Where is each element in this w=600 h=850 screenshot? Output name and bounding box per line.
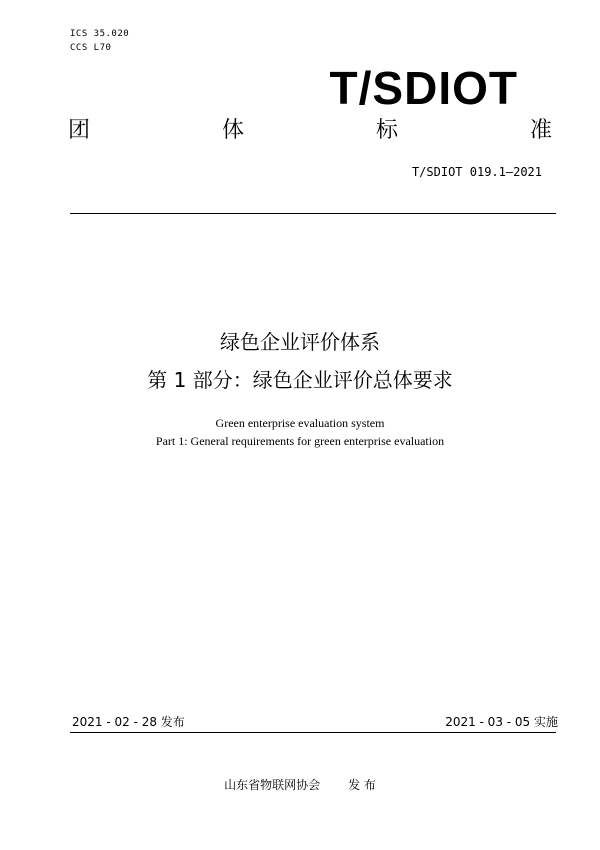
footer-divider: [70, 732, 556, 733]
standard-type-char: 标: [375, 118, 398, 143]
title-en-line2: Part 1: General requirements for green enterprise evaluation: [155, 434, 445, 448]
title-en-line1: Green enterprise evaluation system: [215, 416, 385, 430]
implement-date: 2021 - 03 - 05 实施: [445, 715, 558, 729]
issuer-line: [0, 777, 600, 793]
issue-word: 发 布: [348, 778, 376, 792]
standard-type-char: 团: [68, 118, 91, 143]
publish-date: 2021 - 02 - 28 发布: [72, 715, 185, 729]
header-divider: [70, 213, 556, 214]
standard-logo: T/SDIOT: [329, 62, 518, 114]
standard-type-char: 准: [529, 118, 552, 143]
issuer-name: 山东省物联网协会: [224, 778, 321, 792]
ccs-code: CCS L70: [70, 43, 112, 53]
standard-type: [68, 116, 552, 146]
standard-type-char: 体: [221, 118, 244, 143]
standard-number: T/SDIOT 019.1—2021: [411, 165, 542, 179]
title-zh-line1: 绿色企业评价体系: [220, 330, 380, 354]
ics-code: ICS 35.020: [70, 29, 130, 39]
title-zh-line2: 第 1 部分：绿色企业评价总体要求: [147, 368, 453, 392]
